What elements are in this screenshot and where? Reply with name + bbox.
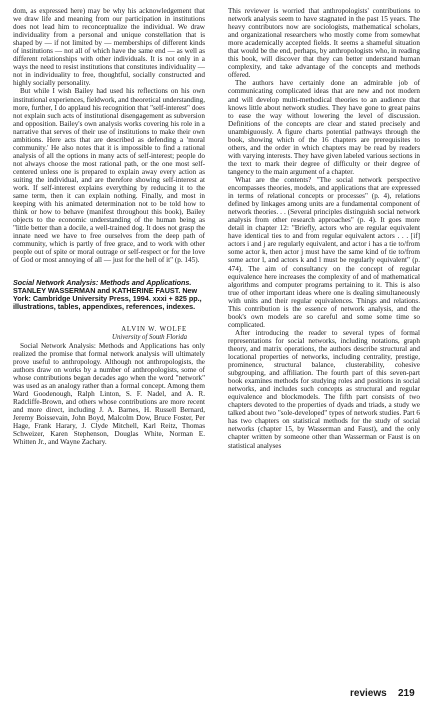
running-footer-section: reviews bbox=[350, 688, 387, 699]
paragraph: This reviewer is worried that anthropologists' contributions to network analysis seem to have stagnated in the past 15 years. The heavy contributors now are sociologists, mathematical scholars, and organizational researchers who mostly come from somewhat more academically accepted fields. It seems a shameful situation that would be the end, perhaps, by anthropologists who, in reading this book, will discover that they can better understand human complexity, and take advantage of the concepts and methods offered. bbox=[228, 7, 420, 80]
book-title: Social Network Analysis: Methods and Applications. bbox=[13, 277, 192, 287]
left-column bbox=[13, 7, 205, 446]
book-authors: STANLEY WASSERMAN and KATHERINE FAUST. bbox=[13, 285, 181, 295]
paragraph: But while I wish Bailey had used his reflections on his own institutional experiences, fieldwork, and theoretical understanding, more, further, I do applaud his recognition that "self-interest" does not explain such acts of institutional disengagement as subversion and opposition. Bailey's own analysis works covering his role in a narrative that serves of their use of institutions to make their own ambitions. Here acts that are described as defending a 'moral community.' He also notes that it is impossible to find a rational analysis of all the options in many acts of self-interest; people do not always choose the most rational path, or the one most self-centered unless one is prepared to explain away every action as suiting the individual, and are therefore showing self-interest at work. If self-interest explains everything by reducing it to the same term, then it can explain nothing. Finally, and most in keeping with his animated determination not to be told how to think or how to behave (manifest throughout this book), Bailey objects to the economic understanding of the human being as "little better than a docile, a well-trained dog. It does not grasp the innate need we have to free ourselves from the deep path of community, which is partly of free grace, and to work with other people out of spite or moral outrage or self-respect or for the love of God or most annoying of all — just for the hell of it" (p. 145). bbox=[13, 87, 206, 265]
page-number: 219 bbox=[398, 688, 415, 699]
page-footer bbox=[318, 688, 428, 702]
paragraph: After introducing the reader to several types of formal representations for social networks, including notations, graph theory, and matrix operations, the authors describe structural and locational properties of networks, including centrality, prestige, prominence, structural balance, clusterability, cohesive subgrouping, and affiliation. The fourth part of this seven-part book examines methods for studying roles and positions in social networks, and includes such concepts as structural and regular equivalence and blockmodels. The fifth part consists of two chapters devoted to the properties of dyads and triads, a study we talked about two "sole-developed" types of network studies. Part 6 has two chapters on statistical methods for the study of social networks (chapter 15, by Wasserman and Faust), and the only chapter written by someone other than Wasserman or Faust is on statistical analyses bbox=[228, 328, 420, 450]
paragraph: The authors have certainly done an admirable job of communicating complicated ideas that are new and not modern and will develop multi-methodical theories to an audience that knows little about network studies. They have gone to great pains to ease the way without lowering the level of discussion. Definitions of the concepts are clear and stated precisely and unambiguously. A figure charts potential pathways through the book, showing which of the 16 chapters are prerequisites to others, and the order in which chapters may be read by readers with varying interests. They have given labeled various sections in the text to mark their degree of difficulty or their degree of tangency to the main argument of a chapter. bbox=[228, 79, 420, 176]
paragraph: dom, as expressed here) may be why his acknowledgement that we draw life and meaning from our participation in institutions does not lead him to reconceptualize the individual. We draw individuality from a personal and unique constellation that is shaped by — if not limited by — memberships of different kinds of institutions — not all of which have the same end — as well as different relationships with other individuals. It is not only in a ways the need to resist institutions that constitutes individuality — not in individuality to free, thoughtful, socially constructed and highly socially personality. bbox=[13, 7, 205, 88]
reviewer-name: ALVIN W. WOLFE bbox=[121, 325, 187, 333]
paragraph: What are the contents? "The social network perspective encompasses theories, models, and applications that are expressed in terms of relational concepts or processes" (p. 4), relations defined by linkages among units are a fundamental component of network theories. . . (Several principles distinguish social network analysis from other research approaches" (p. 4). It goes more detail in chapter 12: "Briefly, actors who are regular equivalent have identical ties to and from regular equivalent actors . . . [if] actors i and j are regularly equivalent, and actor i has a tie to/from some actor k, then actor j must have the same kind of tie to/from some actor l, and actors k and l must be regularly equivalent" (p. 474). The aim of consultancy on the concept of regular equivalence here increases the complexity of and of mathematical algorithms and computer programs pertaining to it. This is also true of other important ideas where one is dealing simultaneously with units and their regular equivalences. Things and relations. This contribution is the essence of network analysis, and the book's own models are so careful and some some time so complicated. bbox=[228, 175, 420, 329]
book-review-heading bbox=[13, 279, 205, 312]
book-publication-info: New York: Cambridge University Press, 1994. xxxi + 825 pp., illustrations, tables, appendixes, references, indexes. bbox=[13, 285, 202, 312]
reviewer-block bbox=[13, 326, 205, 342]
right-column bbox=[228, 7, 420, 450]
reviewer-affiliation: University of South Florida bbox=[112, 333, 187, 341]
paragraph: Social Network Analysis: Methods and Applications has only realized the promise that formal network analysis will ultimately prove useful to anthropology. Although not anthropologists, the authors draw on works by a number of anthropologists, some of whose contributions began decades ago when the word "network" was used as an analogy rather than a formal concept. Among them Ward Goodenough, Ralph Linton, S. F. Nadel, and A. R. Radcliffe-Brown, and others whose contributions are more recent and more direct, including J. A. Barnes, H. Russell Bernard, Jeremy Boissevain, John Boyd, Malcolm Dow, Bruce Foster, Per Hage, Frank Harary, J. Clyde Mitchell, Karl Reitz, Thomas Schweizer, Karen Stephenson, Douglas White, Norman E. Whitten Jr., and Wayne Zachary. bbox=[13, 341, 205, 447]
